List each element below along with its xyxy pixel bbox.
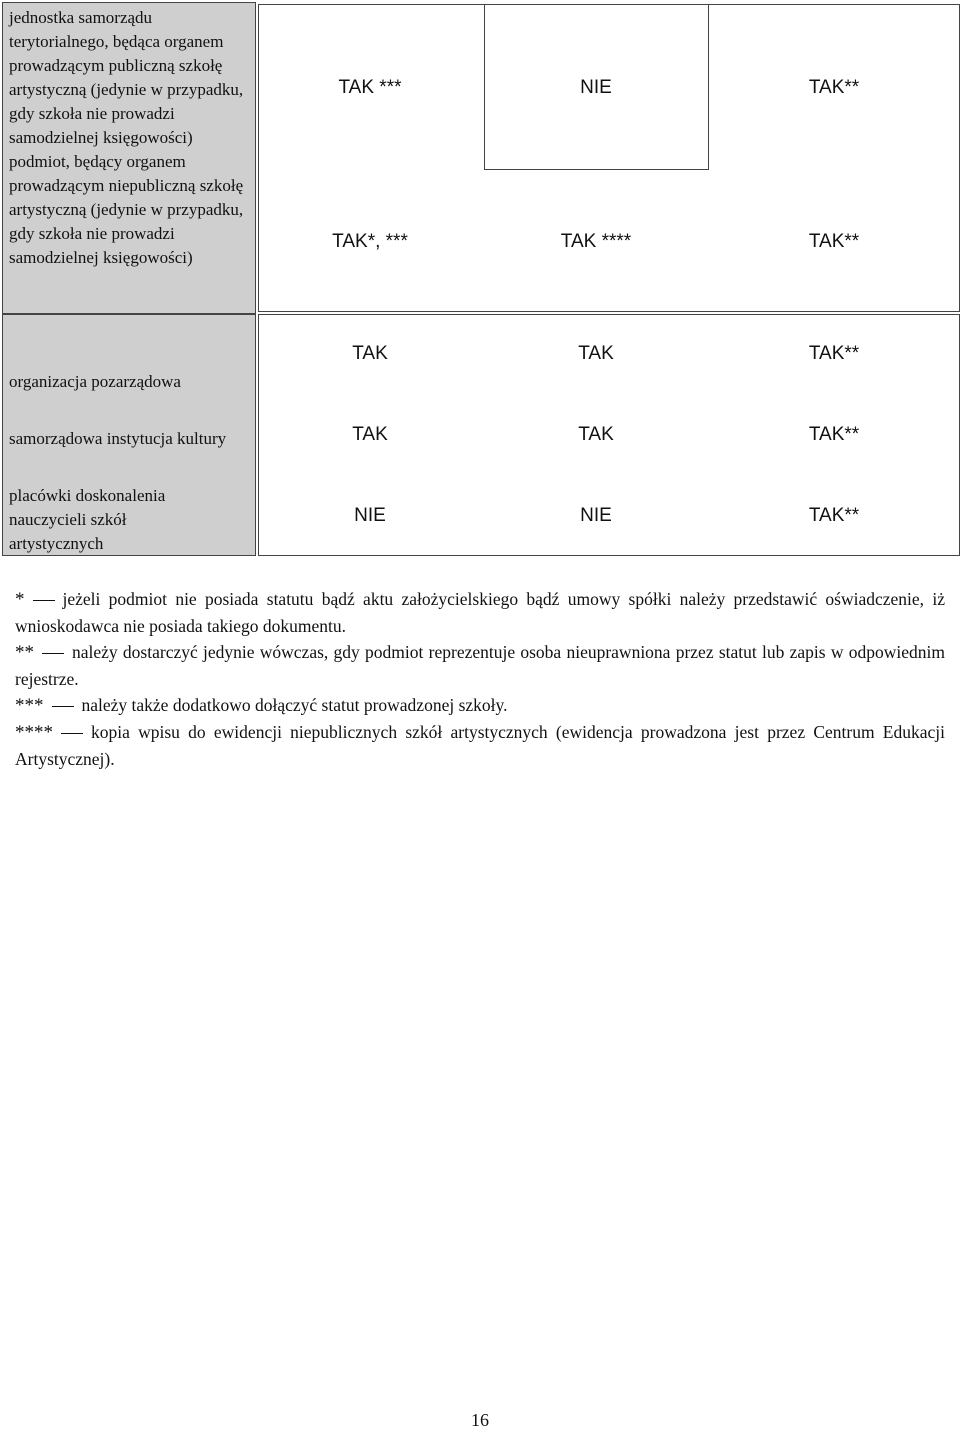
value-cell: TAK** xyxy=(808,231,860,252)
dash-separator xyxy=(33,600,55,601)
value-cell: NIE xyxy=(580,77,612,98)
value-cell: TAK** xyxy=(808,77,860,98)
dash-separator xyxy=(42,653,64,654)
value-cell: NIE xyxy=(580,505,612,526)
footnote-mark: * xyxy=(15,589,25,610)
value-cell: TAK xyxy=(578,424,614,445)
value-cell: TAK** xyxy=(808,424,860,445)
footnote-text: jeżeli podmiot nie posiada statutu bądź aktu założycielskiego bądź umowy spółki należy przedstawić oświadczenie, iż wnioskodawca nie posiada takiego dokumentu. xyxy=(15,589,945,636)
value-cell: TAK** xyxy=(808,505,860,526)
column-divider xyxy=(708,4,709,170)
entity-group-2 xyxy=(2,314,256,556)
value-cell: TAK **** xyxy=(560,231,632,252)
value-cell: TAK** xyxy=(808,343,860,364)
entity-label-instytucja-kultury: samorządowa instytucja kultury xyxy=(9,429,227,448)
footnotes xyxy=(15,586,945,772)
entity-label-placowki: placówki doskonalenia nauczycieli szkół artystycznych xyxy=(9,486,166,553)
dash-separator xyxy=(61,733,83,734)
entity-group-1 xyxy=(2,2,256,314)
value-cell: TAK *** xyxy=(338,77,402,98)
values-box-1 xyxy=(258,4,960,312)
footnote-text: kopia wpisu do ewidencji niepublicznych szkół artystycznych (ewidencja prowadzona jest przez Centrum Edukacji Artystycznej). xyxy=(15,722,945,769)
entity-label-jst: jednostka samorządu terytorialnego, będąca organem prowadzącym publiczną szkołę artystyczną (jedynie w przypadku, gdy szkoła nie prowadzi samodzielnej księgowości) xyxy=(9,8,244,147)
dash-separator xyxy=(52,706,74,707)
footnote-mark: ** xyxy=(15,642,34,663)
column-divider xyxy=(484,4,485,170)
footnote xyxy=(15,719,945,772)
value-cell: TAK xyxy=(578,343,614,364)
entity-label-niepubliczna: podmiot, będący organem prowadzącym niepubliczną szkołę artystyczną (jedynie w przypadku, gdy szkoła nie prowadzi samodzielnej księgowości) xyxy=(9,152,244,267)
value-cell: TAK xyxy=(352,343,388,364)
entity-label-ngo: organizacja pozarządowa xyxy=(9,372,181,391)
page-number: 16 xyxy=(471,1410,489,1430)
footnote-mark: **** xyxy=(15,722,53,743)
footnote xyxy=(15,639,945,692)
footnote xyxy=(15,692,945,719)
footnote-text: należy także dodatkowo dołączyć statut prowadzonej szkoły. xyxy=(81,695,508,715)
row-divider xyxy=(484,169,709,170)
footnote-mark: *** xyxy=(15,695,44,716)
value-cell: NIE xyxy=(354,505,386,526)
value-cell: TAK*, *** xyxy=(332,231,408,252)
value-cell: TAK xyxy=(352,424,388,445)
footnote-text: należy dostarczyć jedynie wówczas, gdy podmiot reprezentuje osoba nieuprawniona przez statut lub zapis w odpowiednim rejestrze. xyxy=(15,642,945,689)
footnote xyxy=(15,586,945,639)
